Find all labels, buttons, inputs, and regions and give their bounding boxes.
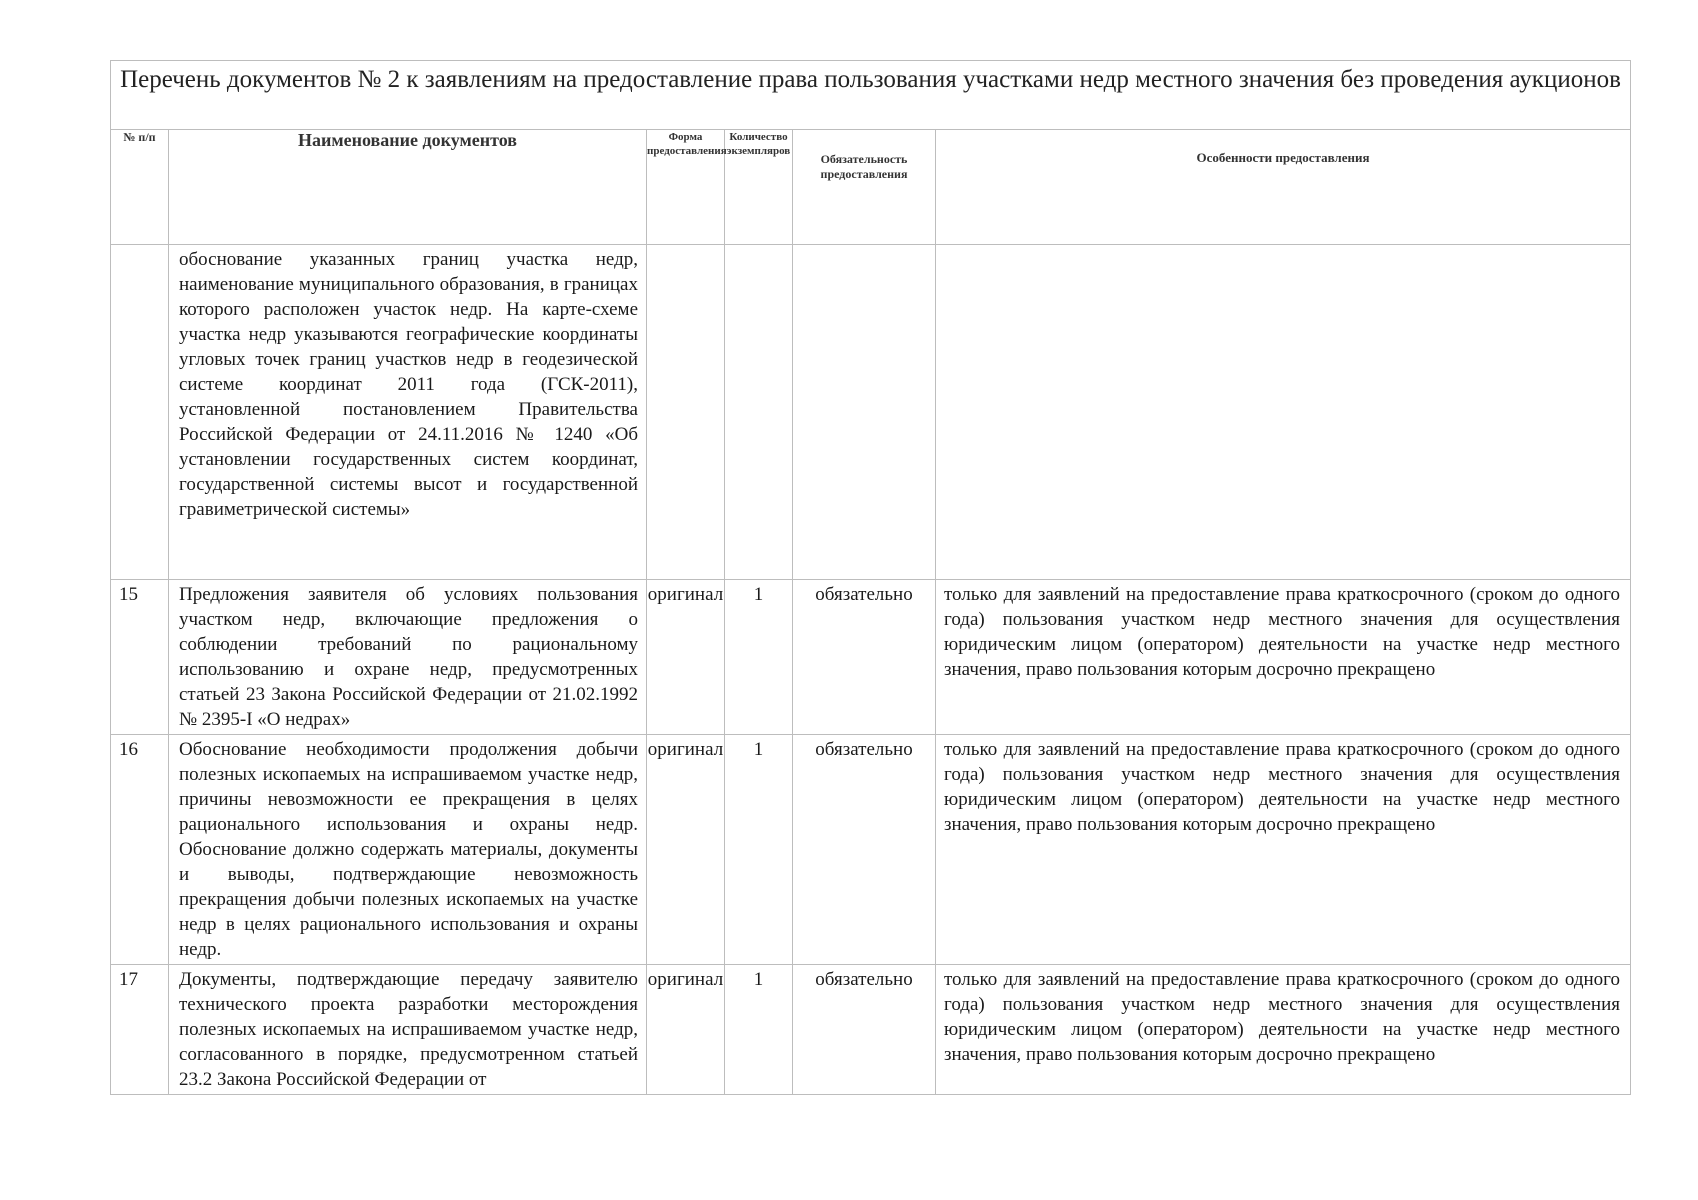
header-obligatory: Обязательность предоставления <box>793 130 936 245</box>
row-qty: 1 <box>725 580 793 735</box>
row-form: оригинал <box>647 580 725 735</box>
row-specifics <box>936 245 1631 580</box>
table-header-row <box>111 130 1631 245</box>
row-qty: 1 <box>725 965 793 1095</box>
row-specifics: только для заявлений на предоставление права краткосрочного (сроком до одного года) пользования участком недр местного значения для осуществления юридическим лицом (оператором) деятельности на участке недр местного значения, право пользования которым досрочно прекращено <box>936 965 1631 1095</box>
header-num: № п/п <box>111 130 169 245</box>
documents-table <box>110 60 1631 1095</box>
row-name: Обоснование необходимости продолжения добычи полезных ископаемых на испрашиваемом участке недр, причины невозможности ее прекращения в целях рационального использования и охраны недр. Обоснование должно содержать материалы, документы и выводы, подтверждающие невозможность прекращения добычи полезных ископаемых на участке недр в целях рационального использования и охраны недр. <box>169 735 647 965</box>
header-specifics: Особенности предоставления <box>936 130 1631 245</box>
row-form: оригинал <box>647 965 725 1095</box>
table-row <box>111 245 1631 580</box>
row-specifics: только для заявлений на предоставление права краткосрочного (сроком до одного года) пользования участком недр местного значения для осуществления юридическим лицом (оператором) деятельности на участке недр местного значения, право пользования которым досрочно прекращено <box>936 735 1631 965</box>
row-qty: 1 <box>725 735 793 965</box>
row-num <box>111 245 169 580</box>
row-num: 17 <box>111 965 169 1095</box>
row-obligatory: обязательно <box>793 735 936 965</box>
row-name: Предложения заявителя об условиях пользования участком недр, включающие предложения о соблюдении требований по рациональному использованию и охране недр, предусмотренных статьей 23 Закона Российской Федерации от 21.02.1992 № 2395-I «О недрах» <box>169 580 647 735</box>
table-row <box>111 965 1631 1095</box>
row-form <box>647 245 725 580</box>
table-row <box>111 735 1631 965</box>
table-row <box>111 580 1631 735</box>
row-num: 16 <box>111 735 169 965</box>
row-name: Документы, подтверждающие передачу заявителю технического проекта разработки месторождения полезных ископаемых на испрашиваемом участке недр, согласованного в порядке, предусмотренном статьей 23.2 Закона Российской Федерации от <box>169 965 647 1095</box>
row-specifics: только для заявлений на предоставление права краткосрочного (сроком до одного года) пользования участком недр местного значения для осуществления юридическим лицом (оператором) деятельности на участке недр местного значения, право пользования которым досрочно прекращено <box>936 580 1631 735</box>
table-title: Перечень документов № 2 к заявлениям на предоставление права пользования участками недр местного значения без проведения аукционов <box>111 61 1631 130</box>
row-form: оригинал <box>647 735 725 965</box>
row-obligatory: обязательно <box>793 580 936 735</box>
header-name: Наименование документов <box>169 130 647 245</box>
header-qty: Количество экземпляров <box>725 130 793 245</box>
row-num: 15 <box>111 580 169 735</box>
row-obligatory: обязательно <box>793 965 936 1095</box>
row-obligatory <box>793 245 936 580</box>
header-form: Форма предоставления <box>647 130 725 245</box>
row-qty <box>725 245 793 580</box>
row-name: обоснование указанных границ участка недр, наименование муниципального образования, в границах которого расположен участок недр. На карте-схеме участка недр указываются географические координаты угловых точек границ участков недр в геодезической системе координат 2011 года (ГСК-2011), установленной постановлением Правительства Российской Федерации от 24.11.2016 № 1240 «Об установлении государственных систем координат, государственной системы высот и государственной гравиметрической системы» <box>169 245 647 580</box>
